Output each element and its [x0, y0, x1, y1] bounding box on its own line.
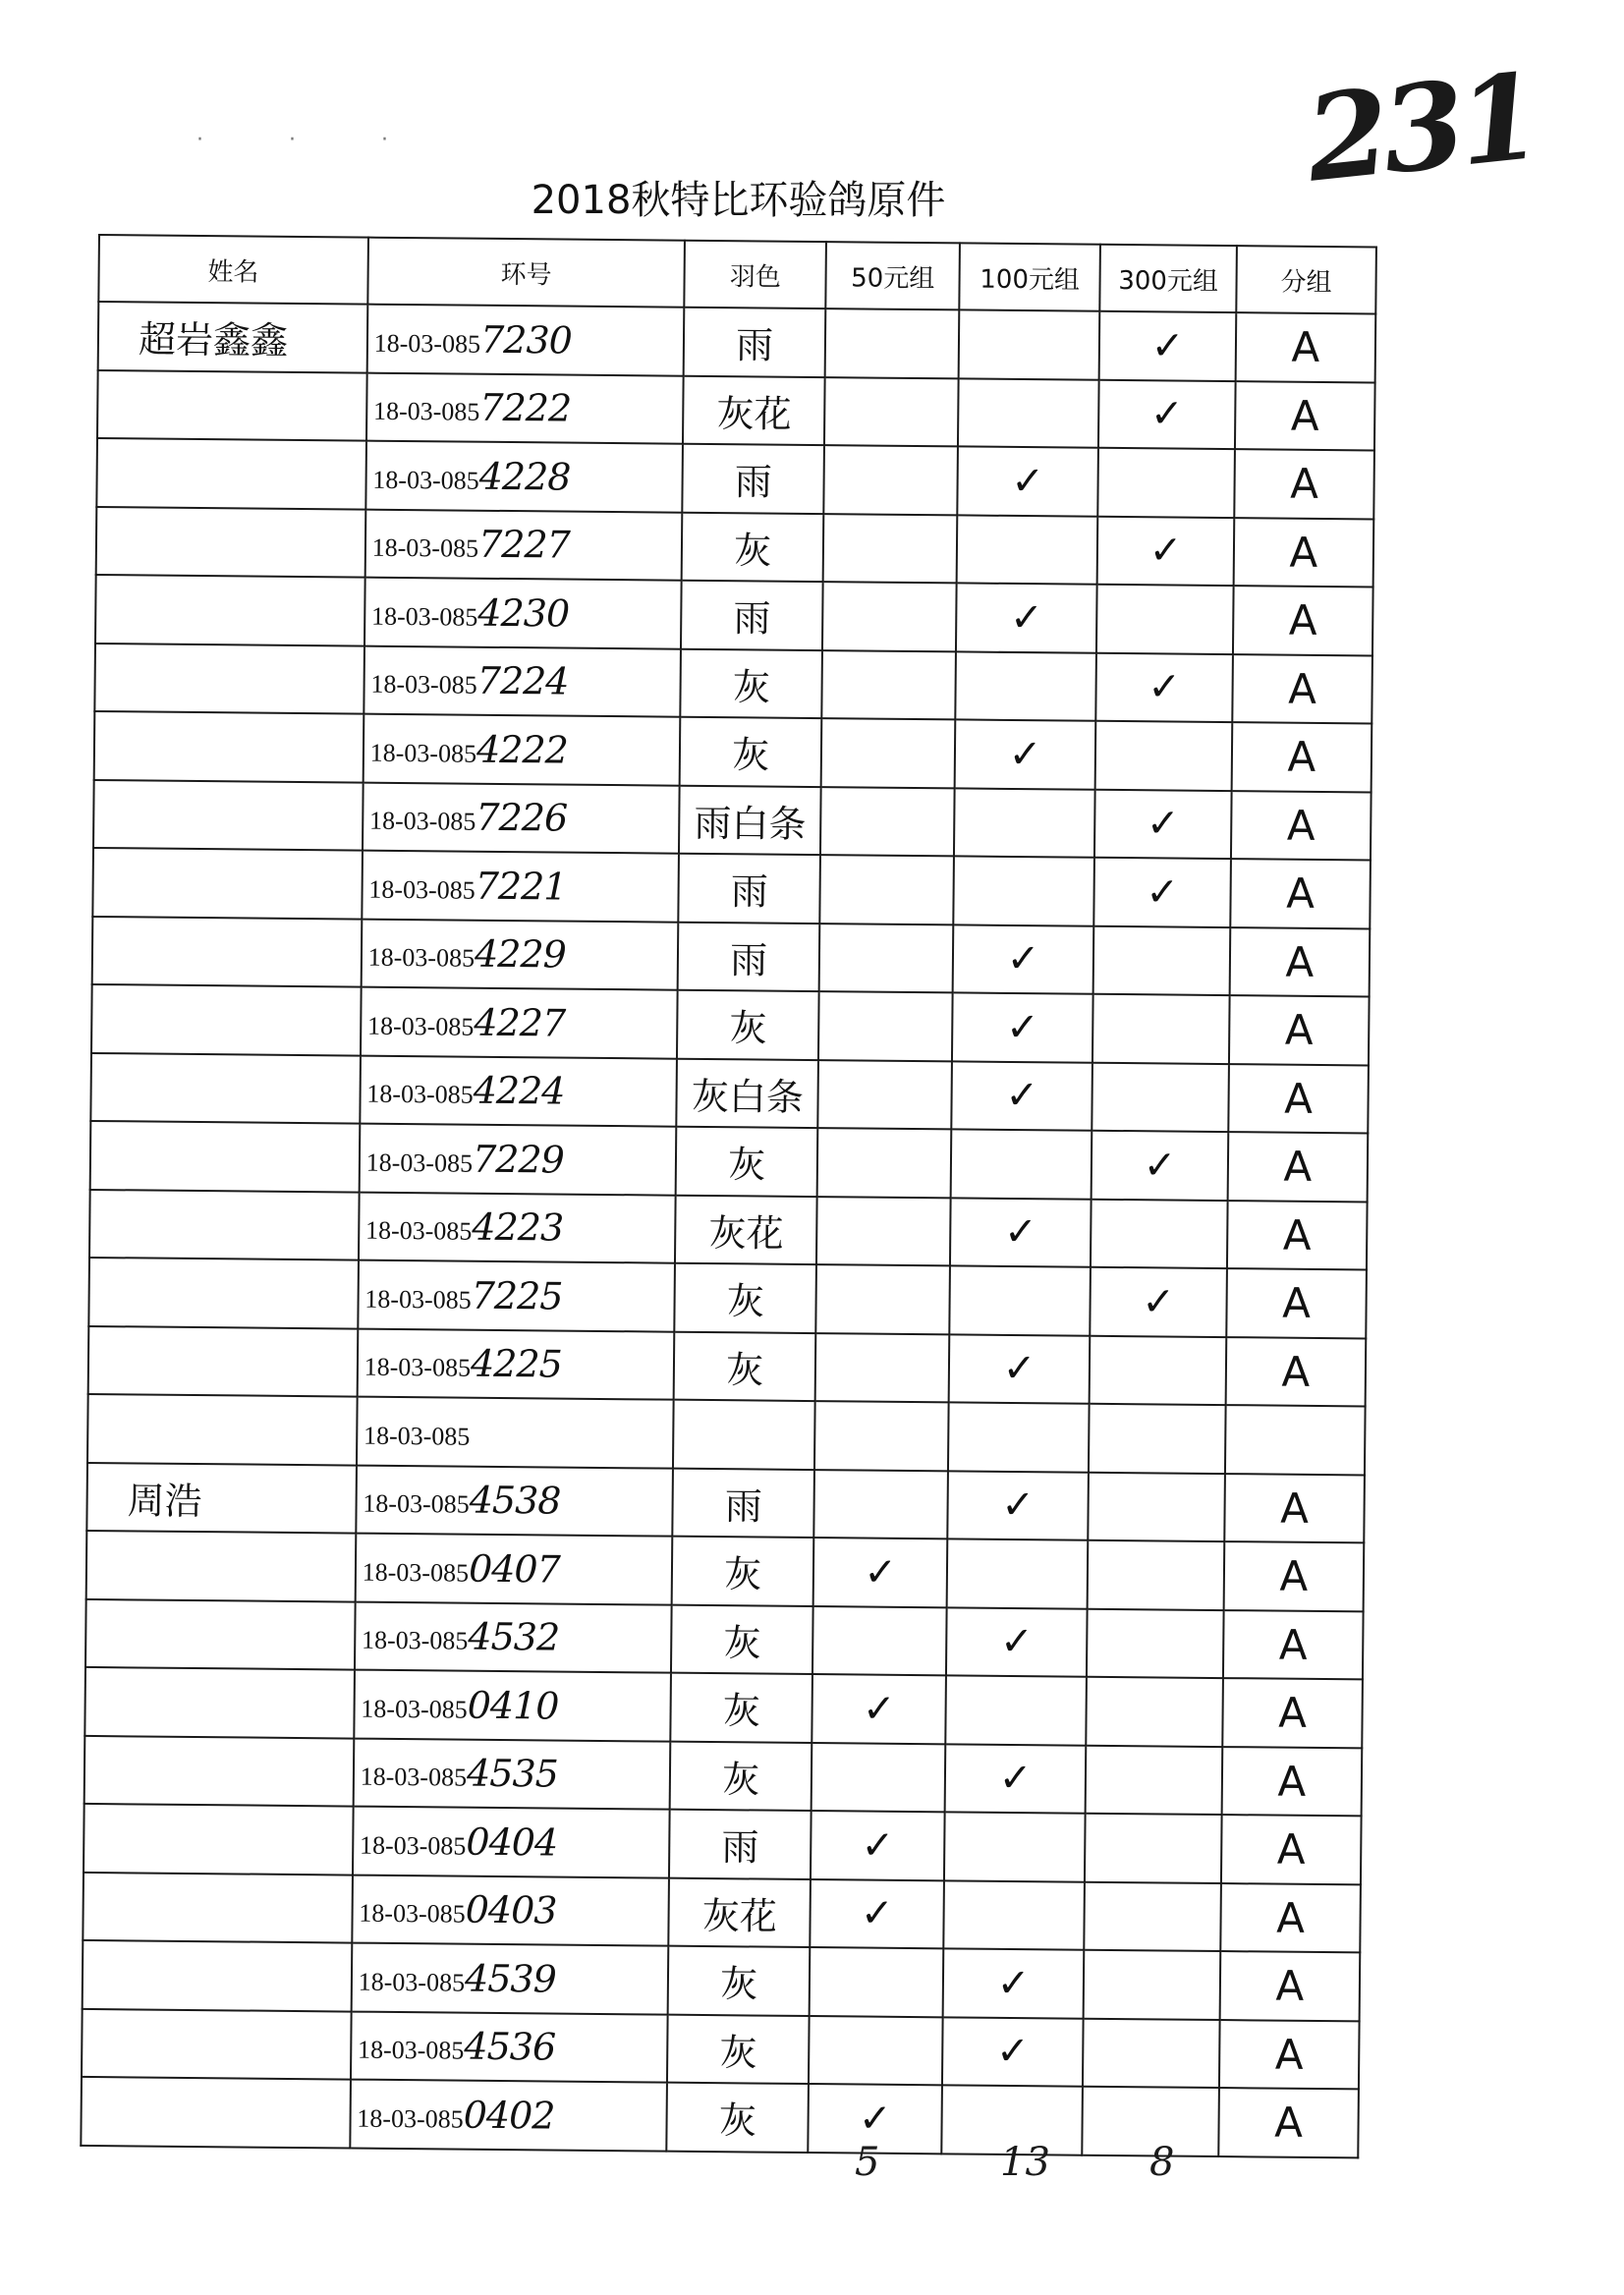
table-row: [96, 506, 1374, 587]
table-row: [83, 1872, 1361, 1952]
ring-suffix: 4538: [469, 1478, 561, 1523]
g50-check-cell: [823, 514, 958, 584]
ring-prefix: 18-03-085: [359, 1830, 467, 1861]
ring-prefix: 18-03-085: [357, 2103, 464, 2134]
g300-check-cell: [1089, 1404, 1226, 1474]
g100-check-cell: ✓: [952, 992, 1093, 1062]
table-row: [84, 1804, 1362, 1884]
table-row: [95, 575, 1373, 655]
feather-color-cell: 灰花: [675, 1195, 817, 1264]
ring-suffix: 4227: [474, 1000, 566, 1045]
g300-check-cell: ✓: [1094, 789, 1232, 859]
g100-check-cell: [958, 378, 1099, 448]
document-title: 2018秋特比环验鸽原件: [531, 178, 946, 223]
feather-color-cell: 雨: [678, 922, 820, 991]
g50-check-cell: [825, 308, 960, 378]
table-row: [90, 1052, 1369, 1133]
feather-color-cell: 雨: [679, 854, 821, 924]
ring-number-cell: [353, 1807, 670, 1878]
ring-prefix: 18-03-085: [366, 1011, 475, 1041]
owner-name-cell: [87, 1394, 357, 1465]
g100-check-cell: ✓: [951, 1061, 1092, 1131]
group-cell: A: [1236, 312, 1376, 382]
owner-name-cell: [97, 370, 366, 441]
g50-check-cell: ✓: [809, 2084, 943, 2154]
header-color: 羽色: [685, 241, 827, 308]
table-row: [84, 1667, 1363, 1748]
feather-color-cell: 雨: [684, 308, 826, 377]
feather-color-cell: 灰: [667, 2083, 810, 2153]
group-cell: A: [1223, 1610, 1364, 1680]
g50-check-cell: [812, 1606, 947, 1676]
feather-color-cell: 灰: [675, 1263, 817, 1333]
owner-name-cell: [84, 1735, 354, 1806]
g50-check-cell: [822, 650, 957, 720]
owner-name-cell: [83, 1940, 352, 2011]
header-g50: 50元组: [826, 242, 961, 309]
group-cell: A: [1224, 1541, 1365, 1611]
table-row: [86, 1462, 1365, 1542]
group-cell: A: [1233, 586, 1373, 655]
ring-suffix: 7227: [477, 522, 571, 567]
g300-check-cell: [1084, 1881, 1221, 1951]
ring-number-cell: [363, 782, 680, 854]
g100-check-cell: [953, 856, 1094, 925]
group-cell: A: [1226, 1337, 1367, 1407]
ring-number-cell: [359, 1192, 676, 1263]
g50-check-cell: ✓: [811, 1811, 945, 1880]
owner-name-cell: [94, 711, 364, 782]
group-cell: A: [1229, 995, 1370, 1065]
g300-check-cell: [1084, 1950, 1221, 2020]
ring-prefix: 18-03-085: [358, 1967, 466, 1997]
ring-prefix: 18-03-085: [372, 396, 480, 426]
g50-check-cell: [820, 855, 955, 924]
g100-check-cell: [945, 1675, 1087, 1745]
g50-check-cell: [824, 377, 959, 447]
g100-check-cell: ✓: [946, 1607, 1088, 1677]
table-row: [90, 1121, 1369, 1202]
g50-check-cell: [820, 787, 955, 857]
ring-prefix: 18-03-085: [361, 1694, 468, 1724]
table-row: [89, 1189, 1368, 1269]
ring-number-cell: [364, 645, 681, 717]
table-row: [91, 984, 1370, 1065]
ring-number-cell: [356, 1465, 673, 1537]
feather-color-cell: 雨: [669, 1810, 812, 1879]
group-cell: A: [1220, 1883, 1361, 1953]
g300-check-cell: [1097, 448, 1235, 518]
group-cell: A: [1235, 381, 1375, 451]
group-cell: A: [1231, 791, 1372, 861]
ring-prefix: 18-03-085: [368, 874, 476, 905]
ring-prefix: 18-03-085: [366, 1079, 474, 1109]
ring-number-cell: [364, 509, 682, 581]
ring-prefix: 18-03-085: [367, 942, 476, 973]
group-cell: A: [1227, 1201, 1368, 1270]
header-ring: 环号: [367, 238, 685, 308]
header-g300: 300元组: [1099, 245, 1237, 312]
ring-prefix: 18-03-085: [365, 1148, 474, 1178]
ring-prefix: 18-03-085: [363, 1488, 470, 1519]
owner-name-cell: [83, 1872, 352, 1942]
ring-suffix: 4228: [478, 454, 571, 499]
ring-suffix: 4532: [468, 1614, 560, 1659]
table-row: [82, 2008, 1360, 2089]
group-cell: A: [1219, 2020, 1360, 2090]
feather-color-cell: 灰: [674, 1331, 816, 1401]
ring-prefix: 18-03-085: [370, 669, 477, 700]
g300-check-cell: ✓: [1097, 516, 1235, 586]
ring-suffix: 7224: [476, 658, 569, 703]
g50-check-cell: ✓: [811, 1879, 945, 1949]
ring-number-cell: [350, 2080, 667, 2152]
g300-check-cell: [1090, 1335, 1227, 1405]
table-row: [83, 1940, 1361, 2021]
owner-name-cell: [96, 438, 365, 509]
owner-name-cell: [93, 779, 363, 850]
group-cell: A: [1230, 859, 1371, 928]
ring-suffix: 4225: [470, 1341, 563, 1386]
g100-check-cell: [948, 1402, 1090, 1472]
owner-name-cell: 周浩: [86, 1462, 356, 1533]
g100-check-cell: [943, 1880, 1085, 1950]
table-row: [96, 438, 1374, 519]
owner-name-cell: [89, 1189, 359, 1259]
ring-number-cell: [355, 1601, 672, 1673]
group-cell: A: [1221, 1815, 1362, 1884]
ring-number-cell: [355, 1534, 672, 1605]
g50-check-cell: [815, 1333, 950, 1403]
g300-check-cell: ✓: [1092, 1131, 1229, 1201]
total-g50: 5: [855, 2140, 880, 2185]
ring-prefix: 18-03-085: [368, 806, 476, 836]
g300-check-cell: [1088, 1540, 1225, 1610]
g50-check-cell: ✓: [812, 1674, 947, 1744]
ring-suffix: 7226: [476, 795, 568, 840]
feather-color-cell: 雨: [681, 581, 823, 650]
ring-number-cell: [351, 2011, 668, 2083]
group-cell: A: [1222, 1747, 1363, 1817]
ring-suffix: 0407: [468, 1546, 561, 1592]
g300-check-cell: [1086, 1677, 1223, 1747]
scan-speckles: · · ·: [196, 128, 427, 152]
g50-check-cell: [822, 582, 957, 651]
owner-name-cell: [95, 575, 364, 645]
ring-suffix: 0402: [463, 2093, 555, 2138]
g50-check-cell: [816, 1264, 951, 1334]
table-row: [92, 848, 1371, 928]
ring-suffix: 4224: [473, 1068, 565, 1113]
owner-name-cell: [84, 1804, 353, 1875]
g300-check-cell: [1083, 2018, 1220, 2088]
table-row: [87, 1394, 1366, 1475]
group-cell: A: [1218, 2088, 1359, 2157]
g50-check-cell: [818, 991, 953, 1061]
table-header-row: [98, 235, 1376, 313]
g300-check-cell: ✓: [1099, 311, 1237, 381]
header-name: 姓名: [98, 235, 367, 305]
g300-check-cell: ✓: [1090, 1267, 1227, 1337]
ring-suffix: 4536: [464, 2024, 556, 2069]
owner-name-cell: [81, 2077, 350, 2148]
ring-suffix: 7222: [479, 385, 572, 430]
g300-check-cell: [1091, 1199, 1228, 1268]
feather-color-cell: 灰: [676, 1127, 818, 1197]
table-body: [81, 302, 1375, 2157]
g50-check-cell: [814, 1401, 949, 1471]
group-cell: A: [1228, 1064, 1369, 1134]
page-number: 231: [1300, 47, 1542, 209]
table-row: [98, 302, 1376, 382]
feather-color-cell: 灰花: [683, 375, 825, 445]
g300-check-cell: [1093, 925, 1231, 995]
table-row: [93, 779, 1372, 860]
ring-suffix: 4222: [476, 727, 569, 772]
feather-color-cell: 雨: [673, 1468, 815, 1538]
owner-name-cell: 超岩鑫鑫: [98, 302, 367, 372]
feather-color-cell: 灰白条: [677, 1058, 819, 1128]
ring-suffix: 7225: [471, 1273, 563, 1318]
ring-prefix: 18-03-085: [359, 1898, 466, 1929]
ring-prefix: 18-03-085: [363, 1421, 471, 1451]
owner-name-cell: [92, 916, 362, 986]
group-cell: A: [1224, 1474, 1365, 1543]
group-cell: A: [1226, 1268, 1367, 1338]
ring-prefix: 18-03-085: [362, 1557, 470, 1588]
group-cell: A: [1230, 927, 1371, 997]
group-cell: A: [1232, 722, 1372, 792]
ring-number-cell: [361, 987, 678, 1059]
pigeon-ring-table: [80, 234, 1377, 2158]
g50-check-cell: [812, 1743, 946, 1813]
g300-check-cell: [1096, 585, 1234, 654]
ring-number-cell: [357, 1397, 674, 1469]
ring-number-cell: [363, 714, 680, 786]
ring-number-cell: [352, 1875, 669, 1946]
owner-name-cell: [94, 643, 364, 713]
owner-name-cell: [91, 984, 361, 1055]
owner-name-cell: [90, 1052, 360, 1123]
ring-suffix: 7230: [479, 317, 573, 363]
feather-color-cell: 雨白条: [679, 785, 821, 855]
total-g100: 13: [1000, 2140, 1050, 2185]
table-row: [88, 1325, 1367, 1406]
feather-color-cell: 灰: [681, 648, 823, 718]
g50-check-cell: [810, 1947, 944, 2017]
ring-suffix: 4223: [472, 1204, 564, 1250]
g100-check-cell: ✓: [950, 1198, 1092, 1267]
owner-name-cell: [84, 1667, 354, 1738]
g300-check-cell: [1088, 1472, 1225, 1541]
feather-color-cell: 灰: [671, 1604, 813, 1674]
g100-check-cell: [957, 515, 1098, 585]
g100-check-cell: ✓: [945, 1744, 1087, 1814]
feather-color-cell: 灰: [672, 1537, 814, 1606]
owner-name-cell: [82, 2008, 351, 2079]
g100-check-cell: [954, 788, 1095, 858]
g100-check-cell: ✓: [942, 2017, 1084, 2087]
ring-prefix: 18-03-085: [364, 1284, 472, 1315]
ring-prefix: 18-03-085: [364, 1215, 473, 1246]
table-row: [94, 643, 1372, 723]
g100-check-cell: [947, 1539, 1089, 1608]
g300-check-cell: [1086, 1745, 1223, 1815]
owner-name-cell: [88, 1258, 358, 1328]
ring-suffix: 4535: [466, 1751, 559, 1796]
ring-suffix: 0404: [466, 1819, 558, 1865]
g300-check-cell: ✓: [1093, 858, 1231, 927]
table-row: [86, 1531, 1365, 1611]
ring-number-cell: [358, 1260, 675, 1332]
feather-color-cell: 灰: [677, 990, 819, 1060]
g50-check-cell: [814, 1470, 949, 1539]
feather-color-cell: 灰花: [669, 1877, 812, 1947]
g300-check-cell: [1095, 721, 1233, 791]
g50-check-cell: [818, 1060, 953, 1130]
g100-check-cell: ✓: [949, 1334, 1091, 1404]
group-cell: A: [1222, 1678, 1363, 1748]
ring-number-cell: [353, 1738, 670, 1810]
g100-check-cell: [955, 651, 1096, 721]
table-row: [92, 916, 1371, 996]
g100-check-cell: ✓: [947, 1471, 1089, 1540]
g300-check-cell: [1085, 1814, 1222, 1883]
feather-color-cell: [673, 1400, 815, 1470]
g100-check-cell: ✓: [956, 583, 1097, 652]
table-row: [94, 711, 1372, 792]
ring-prefix: 18-03-085: [371, 532, 479, 563]
ring-number-cell: [365, 441, 683, 513]
ring-number-cell: [361, 919, 678, 990]
table-row: [85, 1598, 1364, 1679]
g300-check-cell: [1087, 1608, 1224, 1678]
g100-check-cell: ✓: [957, 446, 1098, 516]
ring-number-cell: [364, 578, 682, 649]
g300-check-cell: [1092, 1062, 1229, 1132]
table-row: [88, 1258, 1367, 1338]
ring-number-cell: [357, 1328, 674, 1400]
ring-suffix: 0410: [467, 1683, 559, 1728]
group-cell: A: [1232, 654, 1372, 724]
group-cell: A: [1220, 1951, 1361, 2021]
group-cell: A: [1234, 449, 1374, 519]
owner-name-cell: [90, 1121, 360, 1192]
ring-suffix: 4230: [477, 590, 570, 636]
ring-suffix: 4229: [474, 931, 567, 977]
ring-prefix: 18-03-085: [364, 1352, 472, 1382]
g300-check-cell: ✓: [1098, 379, 1236, 449]
owner-name-cell: [92, 848, 362, 919]
g100-check-cell: [959, 309, 1100, 379]
group-cell: [1225, 1405, 1366, 1475]
ring-prefix: 18-03-085: [369, 738, 477, 768]
g50-check-cell: [809, 2016, 943, 2086]
header-g100: 100元组: [959, 243, 1100, 310]
group-cell: A: [1234, 518, 1374, 588]
g100-check-cell: [951, 1129, 1092, 1199]
ring-prefix: 18-03-085: [360, 1762, 468, 1792]
feather-color-cell: 灰: [671, 1673, 813, 1743]
group-cell: A: [1228, 1132, 1369, 1202]
owner-name-cell: [86, 1531, 356, 1601]
g300-check-cell: ✓: [1095, 652, 1233, 722]
total-g300: 8: [1149, 2140, 1175, 2185]
ring-number-cell: [354, 1670, 671, 1742]
feather-color-cell: 灰: [670, 1741, 812, 1811]
owner-name-cell: [88, 1325, 358, 1396]
owner-name-cell: [85, 1598, 355, 1669]
g100-check-cell: ✓: [955, 719, 1096, 789]
g50-check-cell: ✓: [813, 1538, 948, 1607]
ring-suffix: 4539: [464, 1956, 557, 2001]
owner-name-cell: [96, 506, 365, 577]
table-row: [97, 370, 1375, 451]
g100-check-cell: ✓: [943, 1948, 1085, 2018]
g50-check-cell: [824, 445, 959, 515]
ring-suffix: 0403: [465, 1887, 557, 1932]
feather-color-cell: 雨: [683, 444, 825, 514]
feather-color-cell: 灰: [667, 2014, 810, 2084]
ring-number-cell: [351, 1943, 668, 2015]
ring-suffix: 7221: [475, 864, 567, 909]
ring-number-cell: [359, 1124, 676, 1196]
g50-check-cell: [816, 1197, 951, 1266]
g50-check-cell: [821, 718, 956, 788]
ring-prefix: 18-03-085: [361, 1625, 469, 1655]
g100-check-cell: [949, 1265, 1091, 1335]
feather-color-cell: 灰: [680, 717, 822, 787]
ring-prefix: 18-03-085: [370, 601, 478, 632]
g300-check-cell: [1092, 994, 1230, 1064]
g50-check-cell: [817, 1128, 952, 1198]
header-group: 分组: [1236, 246, 1376, 313]
ring-prefix: 18-03-085: [357, 2035, 465, 2065]
g100-check-cell: ✓: [953, 924, 1094, 994]
ring-suffix: 7229: [472, 1137, 565, 1182]
ring-number-cell: [366, 372, 684, 444]
ring-number-cell: [366, 305, 684, 376]
ring-number-cell: [362, 851, 679, 923]
table-row: [84, 1735, 1363, 1816]
feather-color-cell: 灰: [682, 512, 824, 582]
ring-number-cell: [360, 1055, 677, 1127]
g100-check-cell: [944, 1812, 1086, 1881]
ring-prefix: 18-03-085: [373, 328, 481, 359]
g50-check-cell: [819, 924, 954, 993]
feather-color-cell: 灰: [668, 1946, 811, 2016]
ring-prefix: 18-03-085: [372, 465, 479, 495]
